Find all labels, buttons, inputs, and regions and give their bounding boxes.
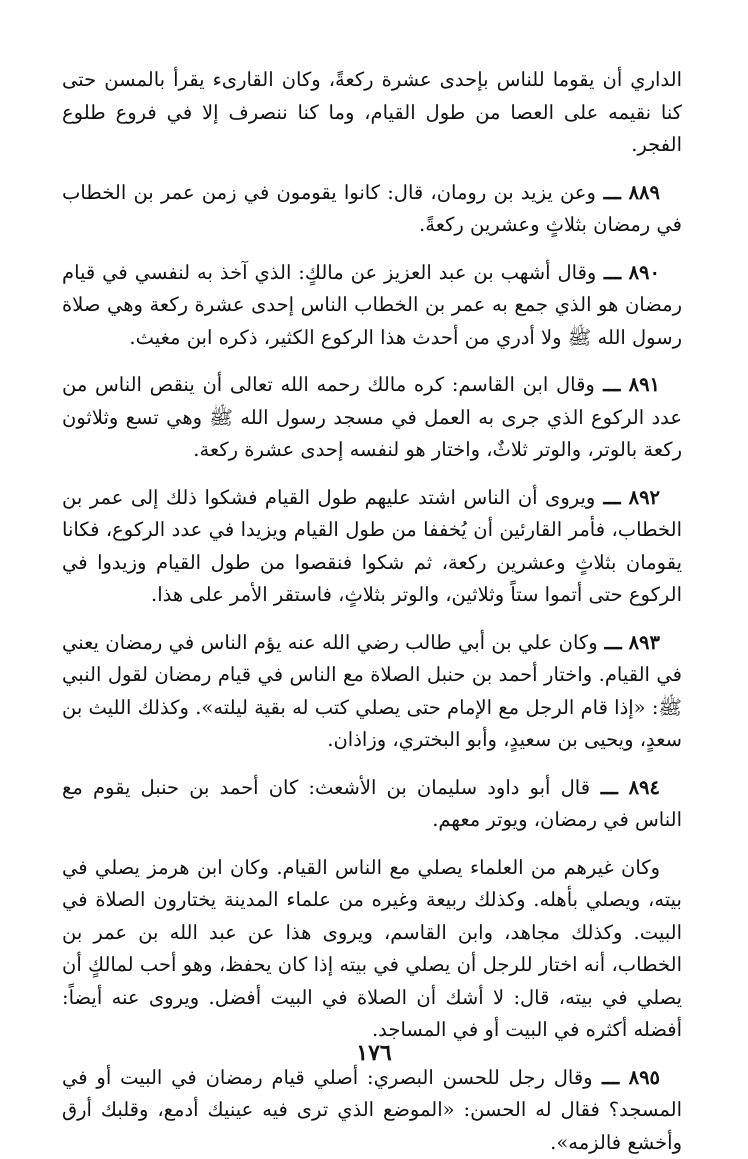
paragraph-text: وكان علي بن أبي طالب رضي الله عنه يؤم الناس في رمضان يعني في القيام. واختار أحمد بن حنبل الصلاة مع الناس في قيام رمضان لقول النبي ﷺ: «إذا قام الرجل مع الإمام حتى يصلي كتب له بقية ليلته». وكذلك الليث بن سعدٍ، ويحيى بن سعيدٍ، وأبو البختري، وزاذان. (62, 631, 682, 752)
paragraph-number: ٨٩٢ (629, 486, 660, 509)
paragraph-number: ٨٨٩ (629, 181, 660, 204)
paragraph-889 (62, 177, 682, 242)
paragraph-dash: ـــ (590, 776, 629, 799)
paragraph-dash: ـــ (595, 373, 629, 396)
paragraph-dash: ـــ (596, 261, 628, 284)
paragraph-text: قال أبو داود سليمان بن الأشعث: كان أحمد بن حنبل يقوم مع الناس في رمضان، ويوتر معهم. (62, 776, 682, 832)
paragraph-dash: ـــ (598, 631, 629, 654)
page-number: ١٧٦ (0, 1040, 748, 1066)
paragraph-number: ٨٩٥ (629, 1066, 660, 1089)
paragraph-number: ٨٩١ (629, 373, 660, 396)
paragraph-text: ويروى أن الناس اشتد عليهم طول القيام فشكوا ذلك إلى عمر بن الخطاب، فأمر القارئين أن يُخففا من طول القيام ويزيدا في عدد الركوع، فكانا يقومان بثلاثٍ وعشرين ركعة، ثم شكوا فنقصوا من طول القيام وزيدوا في الركوع حتى أتموا ستاً وثلاثين، والوتر بثلاثٍ، فاستقر الأمر على هذا. (62, 486, 682, 607)
paragraph-text: وقال ابن القاسم: كره مالك رحمه الله تعالى أن ينقص الناس من عدد الركوع الذي جرى به العمل في مسجد رسول الله ﷺ وهي تسع وثلاثون ركعة بالوتر، والوتر ثلاثٌ، واختار هو لنفسه إحدى عشرة ركعة. (62, 373, 682, 461)
paragraph-dash: ـــ (593, 1066, 629, 1089)
paragraph-text: وقال أشهب بن عبد العزيز عن مالكٍ: الذي آخذ به لنفسي في قيام رمضان هو الذي جمع به عمر بن الخطاب الناس إحدى عشرة ركعة وهي صلاة رسول الله ﷺ ولا أدري من أحدث هذا الركوع الكثير، ذكره ابن مغيث. (62, 261, 682, 349)
paragraph-dash: ـــ (595, 486, 628, 509)
paragraph-number: ٨٩٠ (629, 261, 660, 284)
paragraph-895 (62, 1062, 682, 1159)
paragraph-890 (62, 257, 682, 355)
paragraph-scholars (62, 852, 682, 1047)
paragraph-dash: ـــ (596, 181, 629, 204)
paragraph-text: وقال رجل للحسن البصري: أصلي قيام رمضان في البيت أو في المسجد؟ فقال له الحسن: «الموضع الذي ترى فيه عينيك أدمع، وقلبك أرق وأخشع فالزمه». (62, 1066, 682, 1154)
paragraph-893 (62, 627, 682, 757)
paragraph-text: وكان غيرهم من العلماء يصلي مع الناس القيام. وكان ابن هرمز يصلي في بيته، ويصلي بأهله. وكذلك ربيعة وغيره من علماء المدينة يختارون الصلاة في البيت. وكذلك مجاهد، وابن القاسم، ويروى هذا عن عبد الله بن عمر بن الخطاب، أنه اختار للرجل أن يصلي في بيته إذا كان يحفظ، وهو أحب لمالكٍ أن يصلي في بيته، قال: لا أشك أن الصلاة في البيت أفضل. ويروى عنه أيضاً: أفضله أكثره في البيت أو في المساجد. (62, 856, 682, 1042)
paragraph-continuation (62, 64, 682, 162)
paragraph-894 (62, 772, 682, 837)
paragraph-text: الداري أن يقوما للناس بإحدى عشرة ركعةً، وكان القارىء يقرأ بالمسن حتى كنا نقيمه على العصا من طول القيام، وما كنا ننصرف إلا في فروع طلوع الفجر. (62, 68, 682, 156)
paragraph-number: ٨٩٣ (629, 631, 660, 654)
paragraph-text: وعن يزيد بن رومان، قال: كانوا يقومون في زمن عمر بن الخطاب في رمضان بثلاثٍ وعشرين ركعةً. (62, 181, 682, 237)
paragraph-891 (62, 369, 682, 467)
paragraph-892 (62, 482, 682, 612)
paragraph-number: ٨٩٤ (629, 776, 660, 799)
